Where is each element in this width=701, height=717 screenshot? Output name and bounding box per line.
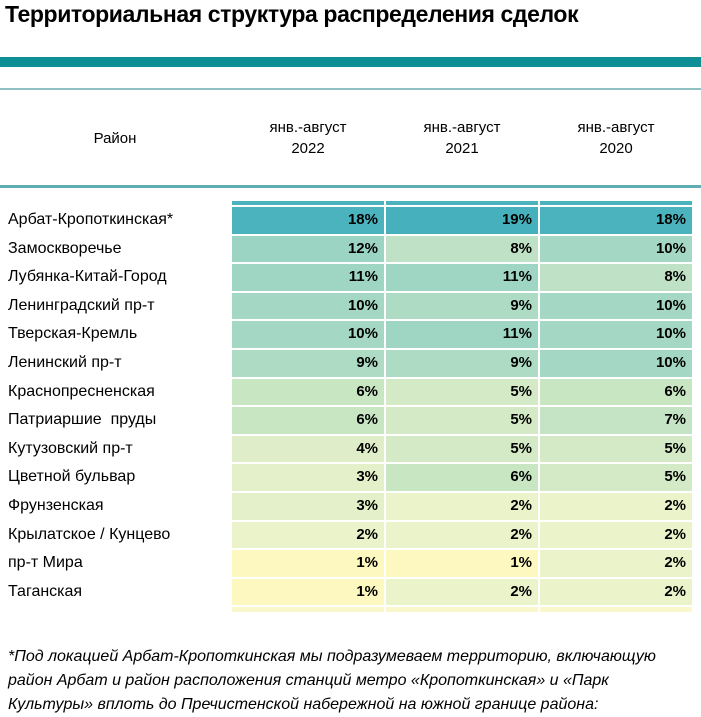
district-label: Таганская <box>8 582 83 600</box>
value-cell: 9% <box>386 293 538 320</box>
value-cell: 2% <box>540 579 692 606</box>
value-cell: 10% <box>232 293 384 320</box>
value-cell: 6% <box>540 379 692 406</box>
page-title: Территориальная структура распределения сделок <box>5 1 579 27</box>
heatmap-table <box>0 201 692 612</box>
table-row <box>0 379 692 406</box>
district-label: Цветной бульвар <box>8 468 136 486</box>
value-cell: 2% <box>386 522 538 549</box>
value-cell: 2% <box>232 522 384 549</box>
thin-divider-rule <box>0 88 701 90</box>
district-label: Лубянка-Китай-Город <box>8 268 167 286</box>
value-cell: 2% <box>386 579 538 606</box>
value-cell: 2% <box>540 522 692 549</box>
value-cell: 1% <box>232 550 384 577</box>
value-cell: 6% <box>232 407 384 434</box>
value-cell: 10% <box>232 321 384 348</box>
table-row <box>0 264 692 291</box>
value-cell: 9% <box>232 350 384 377</box>
district-label: Кутузовский пр-т <box>8 439 133 457</box>
column-header-district <box>0 105 230 171</box>
table-row <box>0 321 692 348</box>
value-cell: 9% <box>386 350 538 377</box>
district-label: Арбат-Кропоткинская* <box>8 211 174 228</box>
value-cell: 8% <box>386 236 538 263</box>
district-label: Фрунзенская <box>8 496 104 514</box>
table-row <box>0 464 692 491</box>
edge-strip-cell <box>540 607 692 612</box>
table-row <box>0 493 692 520</box>
value-cell: 6% <box>232 379 384 406</box>
period-line1: янв.-август <box>423 119 501 136</box>
edge-strip-cell <box>232 607 384 612</box>
value-cell: 5% <box>540 464 692 491</box>
value-cell: 10% <box>540 350 692 377</box>
value-cell: 11% <box>386 264 538 291</box>
value-cell: 11% <box>232 264 384 291</box>
footnote: *Под локацией Арбат-Кропоткинская мы подразумеваем территорию, включающую район Арбат и район расположения станций метро «Кропоткинская» и «Парк Культуры» вплоть до Пречистенской набережной на южной границе района: <box>8 648 656 713</box>
district-label: Замоскворечье <box>8 239 122 257</box>
value-cell: 19% <box>386 207 538 234</box>
edge-strip-cell <box>232 201 384 205</box>
column-header-district-label: Район <box>93 129 137 147</box>
period-line2: 2021 <box>445 140 479 157</box>
edge-strip-cell <box>386 201 538 205</box>
table-rows <box>0 207 692 605</box>
period-line1: янв.-август <box>269 119 347 136</box>
table-row <box>0 350 692 377</box>
top-edge-strip <box>0 201 692 205</box>
table-row <box>0 550 692 577</box>
value-cell: 5% <box>386 436 538 463</box>
value-cell: 5% <box>386 407 538 434</box>
district-label: пр-т Мира <box>8 554 83 572</box>
district-label: Ленинский пр-т <box>8 353 122 371</box>
district-label: Ленинградский пр-т <box>8 296 155 314</box>
column-header-period-2021 <box>386 105 538 171</box>
value-cell: 5% <box>540 436 692 463</box>
value-cell: 18% <box>540 207 692 234</box>
value-cell: 3% <box>232 493 384 520</box>
table-row <box>0 293 692 320</box>
column-header-period-2020 <box>540 105 692 171</box>
value-cell: 6% <box>386 464 538 491</box>
header-divider-rule <box>0 185 701 188</box>
value-cell: 4% <box>232 436 384 463</box>
value-cell: 18% <box>232 207 384 234</box>
district-label: Тверская-Кремль <box>8 325 138 343</box>
period-line2: 2022 <box>291 140 325 157</box>
value-cell: 10% <box>540 321 692 348</box>
table-row <box>0 207 692 234</box>
value-cell: 11% <box>386 321 538 348</box>
value-cell: 3% <box>232 464 384 491</box>
period-line1: янв.-август <box>577 119 655 136</box>
bottom-edge-strip <box>0 607 692 612</box>
district-label: Патриаршие пруды <box>8 411 157 429</box>
table-row <box>0 236 692 263</box>
table-header <box>0 105 692 171</box>
table-row <box>0 579 692 606</box>
column-header-period-2022 <box>232 105 384 171</box>
value-cell: 10% <box>540 236 692 263</box>
district-label: Краснопресненская <box>8 382 155 400</box>
value-cell: 5% <box>386 379 538 406</box>
value-cell: 7% <box>540 407 692 434</box>
edge-strip-cell <box>540 201 692 205</box>
value-cell: 12% <box>232 236 384 263</box>
value-cell: 2% <box>540 550 692 577</box>
accent-bar <box>0 57 701 67</box>
value-cell: 2% <box>540 493 692 520</box>
value-cell: 1% <box>386 550 538 577</box>
value-cell: 8% <box>540 264 692 291</box>
table-row <box>0 522 692 549</box>
value-cell: 10% <box>540 293 692 320</box>
table-row <box>0 436 692 463</box>
value-cell: 2% <box>386 493 538 520</box>
period-line2: 2020 <box>599 140 633 157</box>
district-label: Крылатское / Кунцево <box>8 525 171 543</box>
edge-strip-cell <box>386 607 538 612</box>
table-row <box>0 407 692 434</box>
value-cell: 1% <box>232 579 384 606</box>
